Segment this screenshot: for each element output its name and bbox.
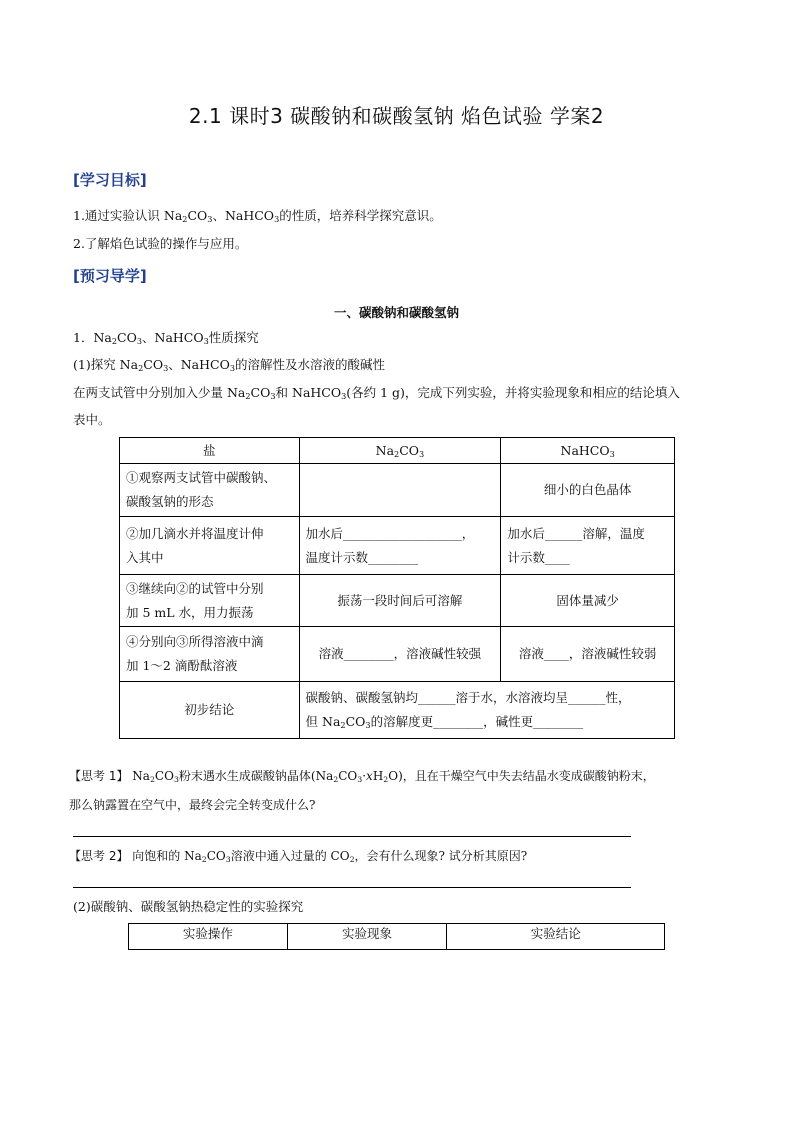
- goal-1: 1.通过实验认识 $Na_2CO_3$、NaHCO$_3$的性质，培养科学探究意识。: [73, 208, 442, 225]
- table-cell: 固体量减少: [501, 575, 675, 627]
- table-cell-conclusion: 碳酸钠、碳酸氢钠均______溶于水，水溶液均呈______性， 但 $Na_2CO_3$的溶解度更________，碱性更________: [299, 682, 674, 739]
- table-header-conclusion: 实验结论: [447, 924, 665, 950]
- intro-line-2: 表中。: [73, 412, 111, 427]
- table-row: [120, 438, 675, 464]
- table-cell: 初步结论: [120, 682, 300, 739]
- table-row: [120, 627, 675, 682]
- intro-line-1: 在两支试管中分别加入少量 $Na_2CO_3$和 NaHCO$_3$(各约 1 g)，完成下列实验，并将实验现象和相应的结论填入: [73, 385, 680, 402]
- part1-heading: 一、碳酸钠和碳酸氢钠: [333, 305, 459, 320]
- table-cell: ①观察两支试管中碳酸钠、 碳酸氢钠的形态: [120, 464, 300, 517]
- think-2-line: 【思考 2】 向饱和的 $Na_2CO_3$溶液中通入过量的 $CO_2$，会有什么现象? 试分析其原因?: [69, 849, 528, 864]
- table-cell: ④分别向③所得溶液中滴 加 1～2 滴酚酞溶液: [120, 627, 300, 682]
- think-1-line-1: 【思考 1】 $Na_2CO_3$粉末遇水生成碳酸钠晶体$(Na_2CO_3\cdot xH_2O)$，且在干燥空气中失去结晶水变成碳酸钠粉末，: [69, 769, 655, 784]
- table-row: [120, 517, 675, 575]
- table-row: [120, 464, 675, 517]
- table-header-salt: 盐: [120, 438, 300, 464]
- table-cell: 振荡一段时间后可溶解: [299, 575, 501, 627]
- table-cell: 细小的白色晶体: [501, 464, 675, 517]
- table-cell: 加水后______溶解，温度 计示数____: [501, 517, 675, 575]
- table-header-operation: 实验操作: [129, 924, 288, 950]
- properties-table: [119, 437, 675, 739]
- think-1-line-2: 那么钠露置在空气中，最终会完全转变成什么?: [69, 798, 316, 812]
- table-header-nahco3: NaHCO$_3$: [501, 438, 675, 464]
- thermal-stability-table: [128, 923, 665, 950]
- table-row: [120, 682, 675, 739]
- answer-line-1: [73, 836, 631, 837]
- goal-2: 2.了解焰色试验的操作与应用。: [73, 236, 248, 251]
- section-heading-preview: [预习导学]: [73, 267, 147, 285]
- section-heading-goals: [学习目标]: [73, 171, 147, 189]
- table-header-phenomenon: 实验现象: [287, 924, 447, 950]
- page-title: 2.1 课时3 碳酸钠和碳酸氢钠 焰色试验 学案2: [188, 104, 605, 128]
- table-row: [120, 575, 675, 627]
- table-header-na2co3: $Na_2CO_3$: [299, 438, 501, 464]
- table-cell: 溶液________，溶液碱性较强: [299, 627, 501, 682]
- answer-line-2: [73, 887, 631, 888]
- table-row: [129, 924, 665, 950]
- question-1-heading: 1．$Na_2CO_3$、NaHCO$_3$性质探究: [73, 330, 259, 347]
- table-cell: ②加几滴水并将温度计伸 入其中: [120, 517, 300, 575]
- table-cell: ③继续向②的试管中分别 加 5 mL 水，用力振荡: [120, 575, 300, 627]
- table-cell: 溶液____，溶液碱性较弱: [501, 627, 675, 682]
- subpart-2-heading: (2)碳酸钠、碳酸氢钠热稳定性的实验探究: [73, 899, 304, 914]
- table-cell: 加水后___________________， 温度计示数________: [299, 517, 501, 575]
- subpart-1-heading: (1)探究 $Na_2CO_3$、NaHCO$_3$的溶解性及水溶液的酸碱性: [73, 357, 386, 374]
- table-cell-blank: [299, 464, 501, 517]
